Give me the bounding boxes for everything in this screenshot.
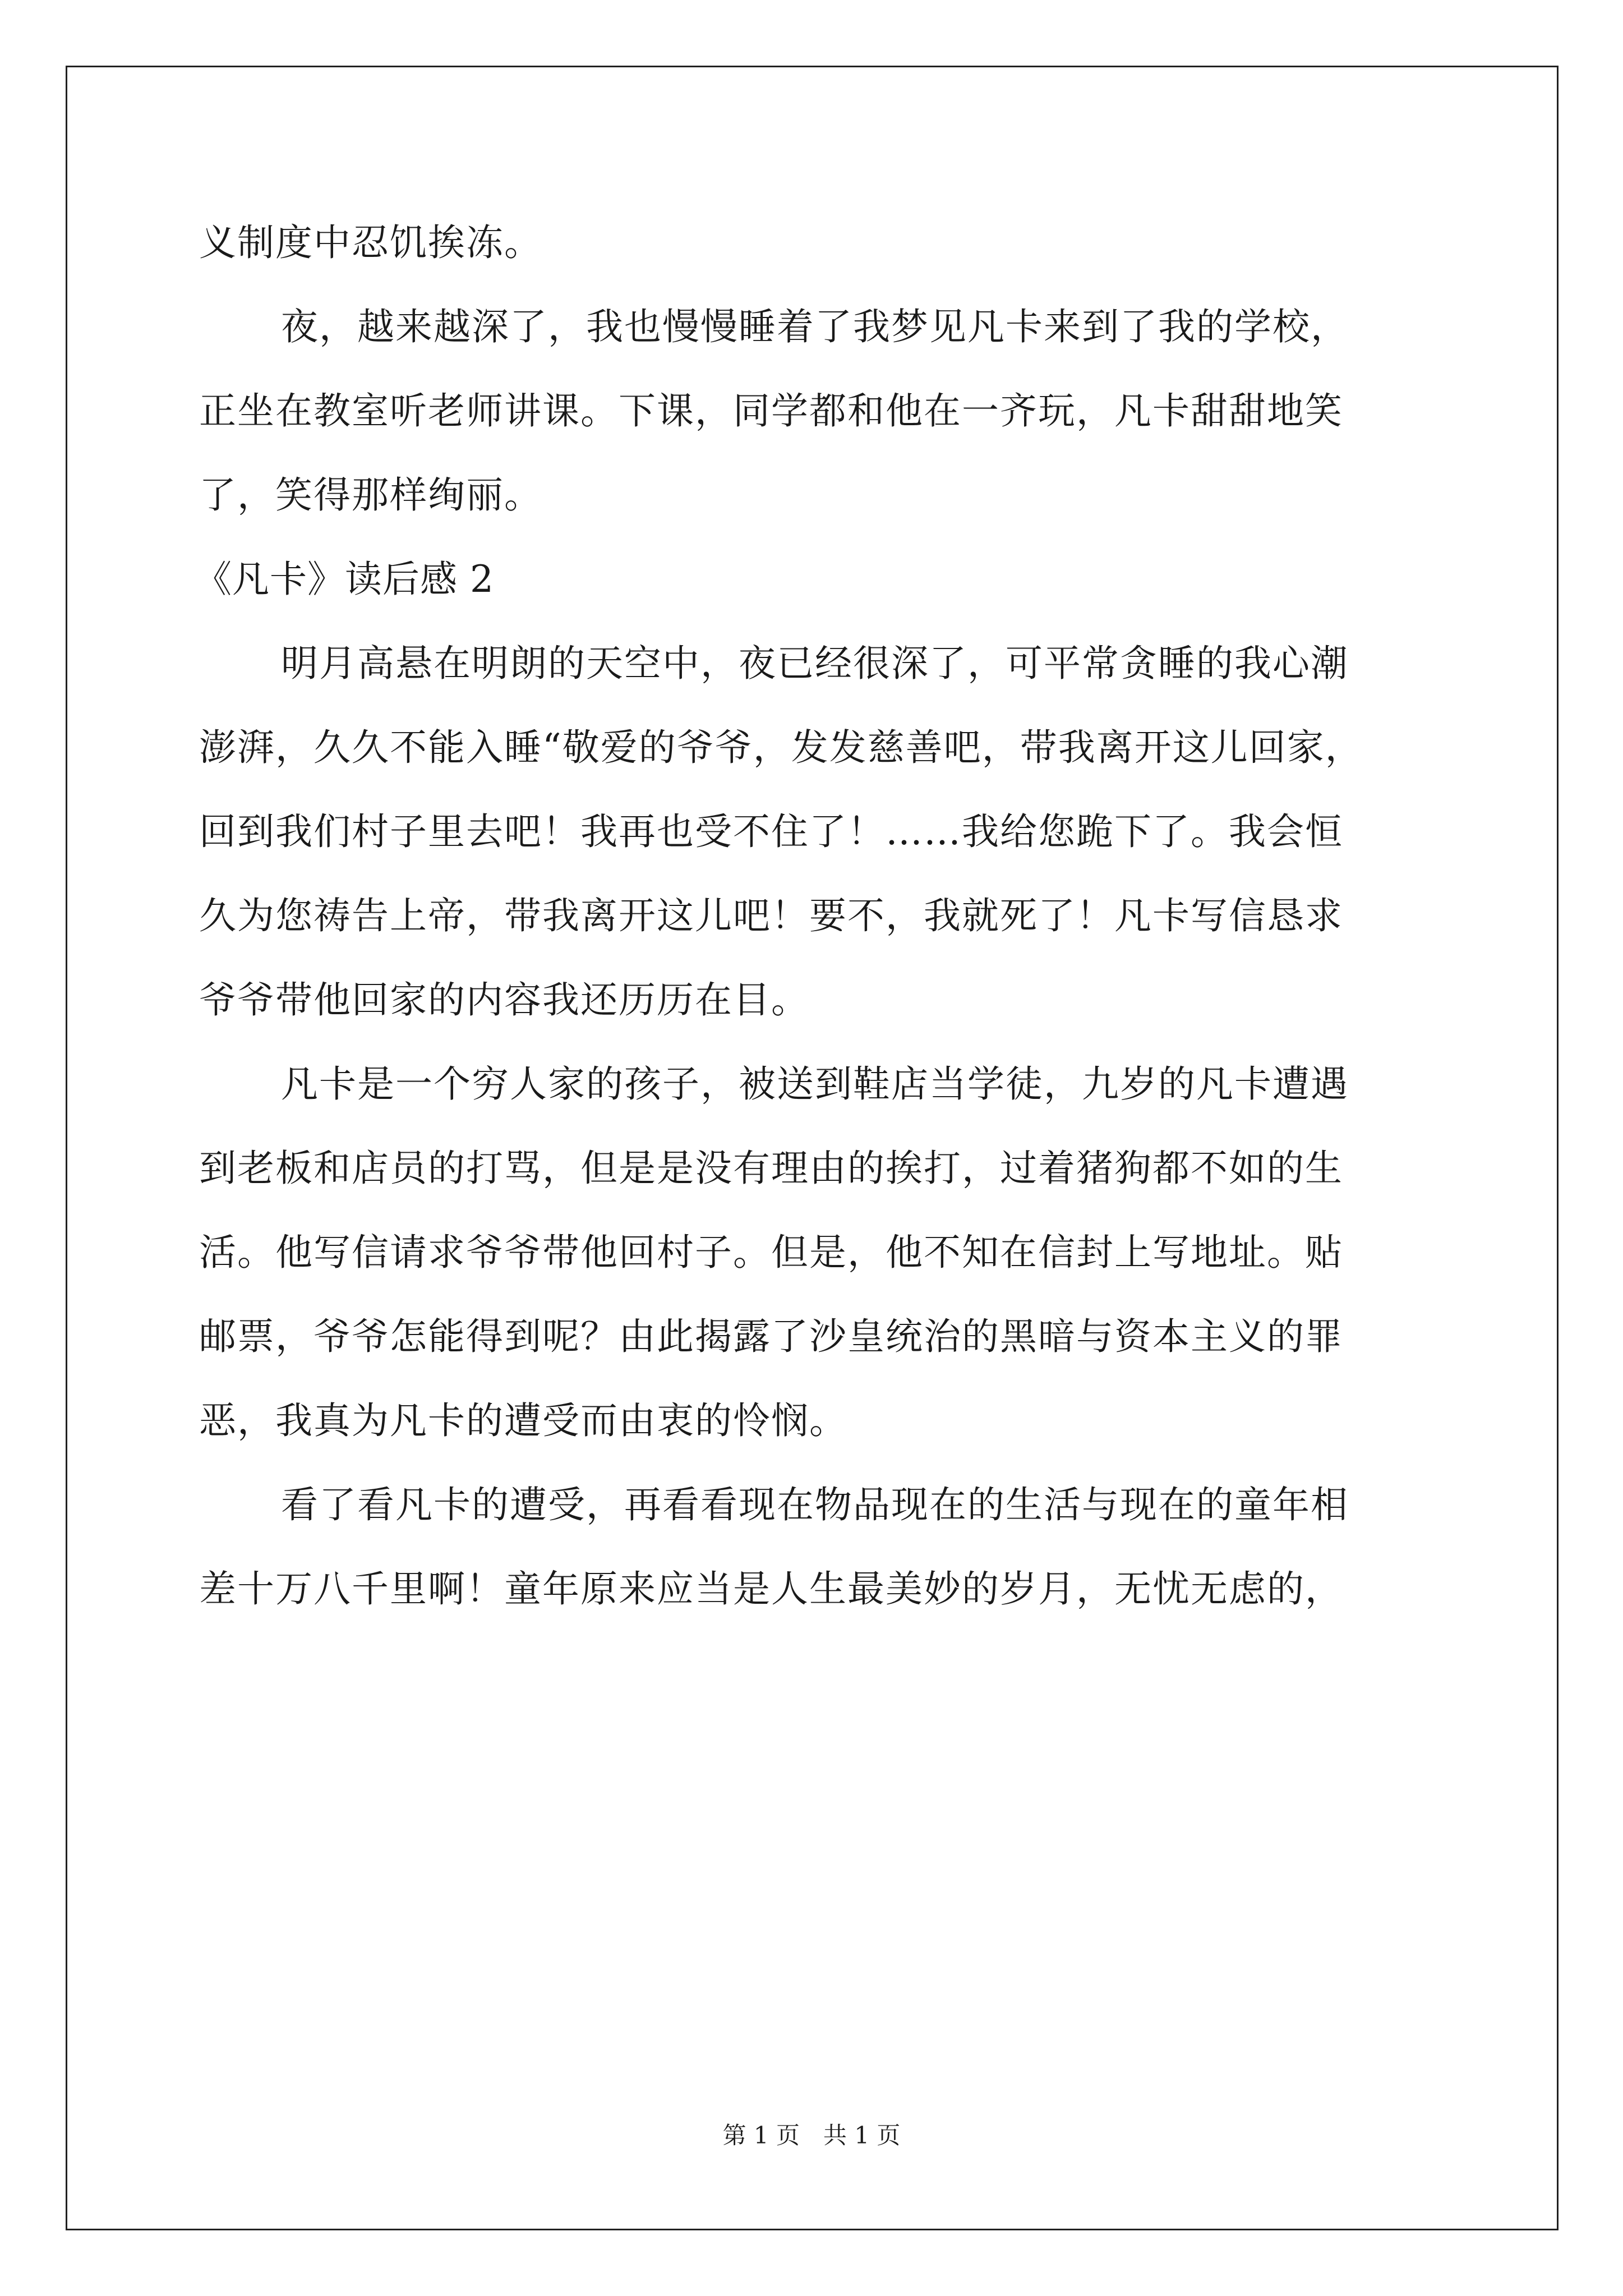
paragraph-line: 明月高悬在明朗的天空中，夜已经很深了，可平常贪睡的我心潮 bbox=[281, 642, 1349, 685]
paragraph-line: 爷爷带他回家的内容我还历历在目。 bbox=[199, 978, 809, 1022]
paragraph-line: 了，笑得那样绚丽。 bbox=[199, 473, 542, 517]
section-heading: 《凡卡》读后感 2 bbox=[195, 558, 494, 601]
paragraph-line: 恶，我真为凡卡的遭受而由衷的怜悯。 bbox=[199, 1399, 847, 1442]
paragraph-line: 活。他写信请求爷爷带他回村子。但是，他不知在信封上写地址。贴 bbox=[199, 1231, 1343, 1274]
paragraph-line: 看了看凡卡的遭受，再看看现在物品现在的生活与现在的童年相 bbox=[281, 1483, 1349, 1526]
document-body bbox=[195, 201, 1433, 1631]
paragraph-line: 邮票，爷爷怎能得到呢？由此揭露了沙皇统治的黑暗与资本主义的罪 bbox=[199, 1315, 1343, 1358]
paragraph-line: 到老板和店员的打骂，但是是没有理由的挨打，过着猪狗都不如的生 bbox=[199, 1147, 1343, 1190]
paragraph-line: 澎湃，久久不能入睡“敬爱的爷爷，发发慈善吧，带我离开这儿回家， bbox=[199, 726, 1363, 769]
page-number-footer: 第 1 页 共 1 页 bbox=[722, 2122, 901, 2149]
paragraph-line: 夜，越来越深了，我也慢慢睡着了我梦见凡卡来到了我的学校， bbox=[281, 305, 1349, 348]
paragraph-line: 久为您祷告上帝，带我离开这儿吧！要不，我就死了！凡卡写信恳求 bbox=[199, 894, 1343, 937]
paragraph-line: 凡卡是一个穷人家的孩子，被送到鞋店当学徒，九岁的凡卡遭遇 bbox=[281, 1062, 1349, 1106]
paragraph-line: 差十万八千里啊！童年原来应当是人生最美妙的岁月，无忧无虑的， bbox=[199, 1567, 1343, 1611]
paragraph-line: 正坐在教室听老师讲课。下课，同学都和他在一齐玩，凡卡甜甜地笑 bbox=[199, 389, 1343, 432]
paragraph-line: 回到我们村子里去吧！我再也受不住了！……我给您跪下了。我会恒 bbox=[199, 810, 1343, 853]
paragraph-line: 义制度中忍饥挨冻。 bbox=[199, 221, 542, 264]
